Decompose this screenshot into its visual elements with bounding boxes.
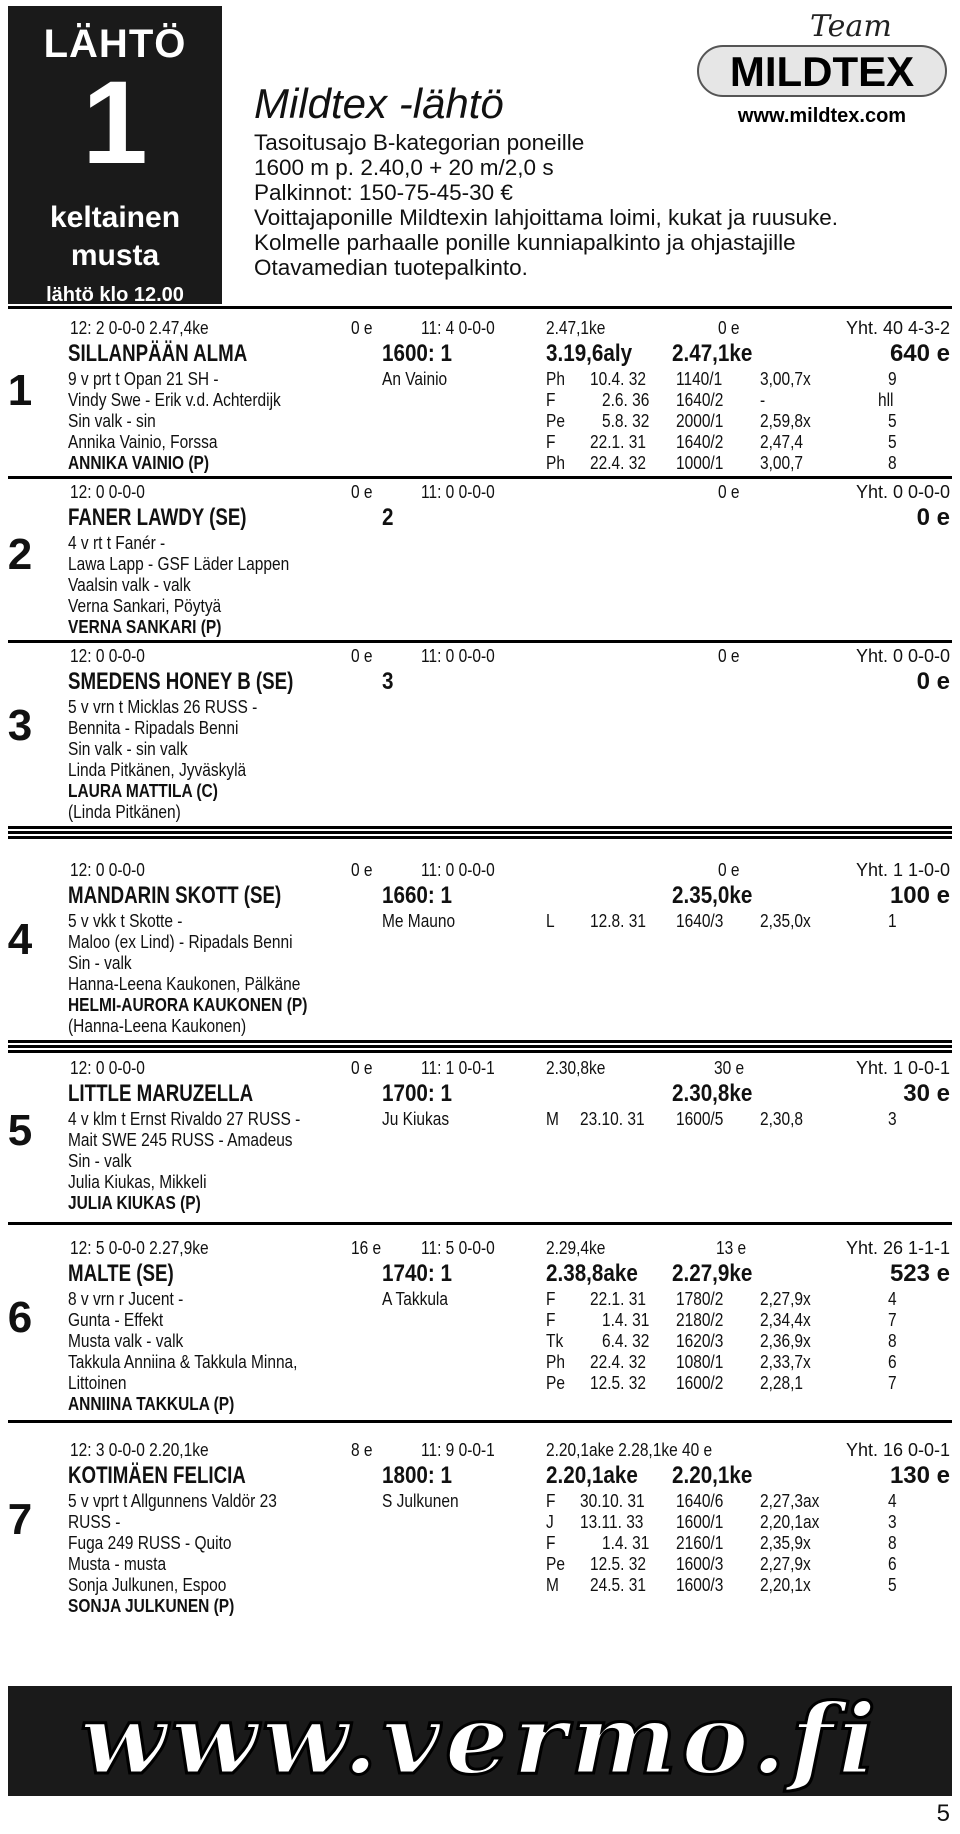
start-date: 13.11. 33 — [580, 1512, 644, 1532]
start-date: 22.1. 31 — [590, 1289, 646, 1309]
start-date: 22.4. 32 — [590, 1352, 646, 1372]
info-line: 4 v klm t Ernst Rivaldo 27 RUSS - — [68, 1109, 301, 1129]
race-conditions — [254, 130, 838, 280]
start-odds: 5 — [888, 1575, 897, 1595]
money-2012: 0 e — [351, 482, 373, 502]
handicap: 2 — [382, 504, 394, 531]
start-odds: 5 — [888, 411, 897, 431]
start-odds: 6 — [888, 1352, 897, 1372]
start-dist: 2000/1 — [676, 411, 724, 431]
start-odds: hll — [878, 390, 894, 410]
total-record: Yht. 0 0-0-0 — [855, 482, 950, 502]
start-date: 12.8. 31 — [590, 911, 646, 931]
info-line: Linda Pitkänen, Jyväskylä — [68, 760, 247, 780]
divider — [8, 1420, 952, 1423]
start-odds: 8 — [888, 1331, 897, 1351]
trainer: (Linda Pitkänen) — [68, 802, 181, 822]
start-odds: 8 — [888, 1533, 897, 1553]
start-date: 5.8. 32 — [602, 411, 650, 431]
total-record: Yht. 16 0-0-1 — [845, 1440, 950, 1460]
start-dist: 1620/3 — [676, 1331, 724, 1351]
info-line: Lawa Lapp - GSF Läder Lappen — [68, 554, 290, 574]
logo-brand: MILDTEX — [729, 48, 915, 95]
stats-2012: 12: 3 0-0-0 2.20,1ke — [70, 1440, 209, 1460]
earnings: 30 e — [903, 1080, 950, 1107]
logo-team: Team — [810, 9, 892, 44]
start-odds: 3 — [888, 1512, 897, 1532]
info-line: Verna Sankari, Pöytyä — [68, 596, 222, 616]
race-color-1: keltainen — [49, 201, 181, 234]
info-line: Musta valk - valk — [68, 1331, 184, 1351]
record-1: 3.19,6aly — [546, 340, 633, 367]
info-line: 8 v vrn r Jucent - — [68, 1289, 184, 1309]
start-track: F — [546, 390, 556, 410]
horse-name: LITTLE MARUZELLA — [68, 1080, 254, 1107]
start-odds: 4 — [888, 1289, 897, 1309]
stats-2011: 11: 1 0-0-1 — [421, 1058, 495, 1078]
info-line: Musta - musta — [68, 1554, 167, 1574]
coach: An Vainio — [382, 369, 448, 389]
start-track: Ph — [546, 453, 565, 473]
start-dist: 1600/3 — [676, 1575, 724, 1595]
best-2011: 2.30,8ke — [546, 1058, 606, 1078]
info-line: Sin valk - sin — [68, 411, 156, 431]
start-time: 2,20,1ax — [760, 1512, 820, 1532]
info-line: Fuga 249 RUSS - Quito — [68, 1533, 232, 1553]
start-time: 2,20,1x — [760, 1575, 811, 1595]
start-track: M — [546, 1109, 559, 1129]
section-divider — [8, 826, 952, 840]
driver: VERNA SANKARI (P) — [68, 617, 222, 637]
start-dist: 1600/5 — [676, 1109, 724, 1129]
earnings: 100 e — [889, 882, 950, 909]
start-time: 2,35,9x — [760, 1533, 811, 1553]
stats-2011: 11: 4 0-0-0 — [421, 318, 495, 338]
money-2011: 0 e — [718, 646, 740, 666]
start-date: 24.5. 31 — [590, 1575, 646, 1595]
start-dist: 2180/2 — [676, 1310, 724, 1330]
start-date: 1.4. 31 — [602, 1533, 650, 1553]
record-2: 2.47,1ke — [672, 340, 753, 367]
entry-1 — [0, 318, 960, 488]
best-2011: 2.29,4ke — [546, 1238, 606, 1258]
info-line: Vindy Swe - Erik v.d. Achterdijk — [68, 390, 281, 410]
money-2011: 0 e — [718, 318, 740, 338]
start-date: 10.4. 32 — [590, 369, 646, 389]
start-odds: 7 — [888, 1373, 897, 1393]
money-2012: 0 e — [351, 318, 373, 338]
start-dist: 1640/2 — [676, 390, 724, 410]
horse-name: SMEDENS HONEY B (SE) — [68, 668, 294, 695]
info-line: Sonja Julkunen, Espoo — [68, 1575, 227, 1595]
start-track: Pe — [546, 1554, 565, 1574]
handicap: 1600: 1 — [382, 340, 453, 367]
record-1: 2.20,1ake — [546, 1462, 638, 1489]
entry-4 — [0, 860, 960, 1040]
entry-6 — [0, 1238, 960, 1418]
start-date: 6.4. 32 — [602, 1331, 650, 1351]
total-record: Yht. 40 4-3-2 — [845, 318, 950, 338]
total-record: Yht. 1 0-0-1 — [855, 1058, 950, 1078]
start-track: L — [546, 911, 555, 931]
info-line: Vaalsin valk - valk — [68, 575, 191, 595]
race-color-2: musta — [70, 239, 160, 272]
earnings: 130 e — [889, 1462, 950, 1489]
start-track: M — [546, 1575, 559, 1595]
info-line: Littoinen — [68, 1373, 127, 1393]
start-date: 12.5. 32 — [590, 1554, 646, 1574]
start-dist: 1140/1 — [676, 369, 723, 389]
start-dist: 1600/3 — [676, 1554, 724, 1574]
entry-7 — [0, 1440, 960, 1620]
info-line: 5 v vrn t Micklas 26 RUSS - — [68, 697, 258, 717]
handicap: 1700: 1 — [382, 1080, 453, 1107]
driver: ANNIINA TAKKULA (P) — [68, 1394, 235, 1414]
start-track: Ph — [546, 1352, 565, 1372]
handicap: 1800: 1 — [382, 1462, 453, 1489]
info-line: Maloo (ex Lind) - Ripadals Benni — [68, 932, 293, 952]
race-number-box — [8, 6, 222, 304]
start-time: 3,00,7 — [760, 453, 804, 473]
divider — [8, 306, 952, 309]
start-date: 12.5. 32 — [590, 1373, 646, 1393]
start-track: Tk — [546, 1331, 564, 1351]
stats-2012: 12: 5 0-0-0 2.27,9ke — [70, 1238, 209, 1258]
start-time: 2,27,9x — [760, 1554, 811, 1574]
condition-line: Kolmelle parhaalle ponille kunniapalkinto ja ohjastajille — [254, 230, 796, 255]
start-time: - — [760, 390, 766, 410]
start-odds: 6 — [888, 1554, 897, 1574]
info-line: Annika Vainio, Forssa — [68, 432, 218, 452]
money-2012: 16 e — [351, 1238, 382, 1258]
info-line: 5 v vprt t Allgunnens Valdör 23 — [68, 1491, 277, 1511]
start-time: 2,33,7x — [760, 1352, 811, 1372]
start-track: J — [546, 1512, 554, 1532]
section-divider — [8, 1040, 952, 1054]
start-date: 22.4. 32 — [590, 453, 646, 473]
start-date: 22.1. 31 — [590, 432, 646, 452]
program-number: 5 — [7, 1106, 33, 1155]
race-title: Mildtex -lähtö — [254, 80, 504, 127]
earnings: 0 e — [916, 504, 950, 531]
stats-2011: 11: 0 0-0-0 — [421, 860, 495, 880]
stats-2011: 11: 0 0-0-0 — [421, 482, 495, 502]
info-line: Sin - valk — [68, 953, 132, 973]
entry-2 — [0, 482, 960, 637]
page-number: 5 — [936, 1800, 950, 1827]
condition-line: Otavamedian tuotepalkinto. — [254, 255, 528, 280]
start-time: 2,30,8 — [760, 1109, 804, 1129]
best-2011: 2.47,1ke — [546, 318, 606, 338]
handicap: 1740: 1 — [382, 1260, 453, 1287]
start-track: F — [546, 432, 556, 452]
money-2011: 0 e — [718, 860, 740, 880]
info-line: 9 v prt t Opan 21 SH - — [68, 369, 219, 389]
earnings: 523 e — [889, 1260, 950, 1287]
horse-name: FANER LAWDY (SE) — [68, 504, 247, 531]
divider — [8, 640, 952, 643]
start-dist: 1640/6 — [676, 1491, 724, 1511]
horse-name: MALTE (SE) — [68, 1260, 174, 1287]
divider — [8, 476, 952, 479]
coach: A Takkula — [382, 1289, 448, 1309]
race-number: 1 — [82, 57, 148, 189]
stats-2011: 11: 5 0-0-0 — [421, 1238, 495, 1258]
info-line: Sin valk - sin valk — [68, 739, 188, 759]
total-record: Yht. 0 0-0-0 — [855, 646, 950, 666]
start-time: 2,47,4 — [760, 432, 804, 452]
earnings: 640 e — [889, 340, 950, 367]
start-time: 2,35,0x — [760, 911, 811, 931]
program-number: 4 — [7, 915, 33, 964]
total-record: Yht. 26 1-1-1 — [845, 1238, 950, 1258]
start-date: 1.4. 31 — [602, 1310, 650, 1330]
record-2: 2.27,9ke — [672, 1260, 753, 1287]
start-dist: 1080/1 — [676, 1352, 724, 1372]
start-track: Pe — [546, 411, 565, 431]
money-2012: 0 e — [351, 860, 373, 880]
condition-line: Tasoitusajo B-kategorian poneille — [254, 130, 585, 155]
condition-line: 1600 m p. 2.40,0 + 20 m/2,0 s — [254, 155, 554, 180]
program-number: 2 — [7, 530, 33, 579]
start-dist: 1640/2 — [676, 432, 724, 452]
start-time: 2,34,4x — [760, 1310, 811, 1330]
program-number: 7 — [7, 1495, 33, 1544]
start-odds: 9 — [888, 369, 897, 389]
start-track: Pe — [546, 1373, 565, 1393]
start-time: 2,59,8x — [760, 411, 811, 431]
stats-2012: 12: 0 0-0-0 — [70, 646, 145, 666]
driver: ANNIKA VAINIO (P) — [68, 453, 210, 473]
start-dist: 2160/1 — [676, 1533, 724, 1553]
program-number: 3 — [7, 701, 33, 750]
start-track: F — [546, 1491, 556, 1511]
start-track: F — [546, 1533, 556, 1553]
race-label: LÄHTÖ — [43, 22, 187, 66]
info-line: Bennita - Ripadals Benni — [68, 718, 239, 738]
record-1: 2.38,8ake — [546, 1260, 638, 1287]
start-time: 2,27,9x — [760, 1289, 811, 1309]
record-2: 2.30,8ke — [672, 1080, 753, 1107]
info-line: Hanna-Leena Kaukonen, Pälkäne — [68, 974, 301, 994]
info-line: Sin - valk — [68, 1151, 132, 1171]
driver: JULIA KIUKAS (P) — [68, 1193, 201, 1213]
coach: S Julkunen — [382, 1491, 459, 1511]
start-time: 2,36,9x — [760, 1331, 811, 1351]
condition-line: Palkinnot: 150-75-45-30 € — [254, 180, 513, 205]
handicap: 1660: 1 — [382, 882, 453, 909]
money-2011: 13 e — [716, 1238, 747, 1258]
entry-3 — [0, 646, 960, 826]
horse-name: MANDARIN SKOTT (SE) — [68, 882, 282, 909]
start-odds: 7 — [888, 1310, 897, 1330]
stats-2012: 12: 0 0-0-0 — [70, 482, 145, 502]
stats-2012: 12: 0 0-0-0 — [70, 1058, 145, 1078]
driver: SONJA JULKUNEN (P) — [68, 1596, 235, 1616]
coach: Ju Kiukas — [382, 1109, 450, 1129]
start-date: 30.10. 31 — [580, 1491, 645, 1511]
info-line: RUSS - — [68, 1512, 121, 1532]
driver: HELMI-AURORA KAUKONEN (P) — [68, 995, 308, 1015]
stats-2011: 11: 9 0-0-1 — [421, 1440, 495, 1460]
start-dist: 1780/2 — [676, 1289, 724, 1309]
program-number: 1 — [7, 366, 33, 415]
info-line: 5 v vkk t Skotte - — [68, 911, 183, 931]
logo-url: www.mildtex.com — [737, 105, 907, 127]
driver: LAURA MATTILA (C) — [68, 781, 218, 801]
best-2011: 2.20,1ake 2.28,1ke 40 e — [546, 1440, 713, 1460]
money-2011: 30 e — [714, 1058, 745, 1078]
start-track: Ph — [546, 369, 565, 389]
start-date: 2.6. 36 — [602, 390, 650, 410]
earnings: 0 e — [916, 668, 950, 695]
divider — [8, 1222, 952, 1225]
money-2012: 0 e — [351, 646, 373, 666]
start-time: 3,00,7x — [760, 369, 811, 389]
coach: Me Mauno — [382, 911, 456, 931]
horse-name: KOTIMÄEN FELICIA — [68, 1462, 246, 1489]
vermo-link[interactable]: www.vermo.fi — [80, 1683, 881, 1796]
total-record: Yht. 1 1-0-0 — [855, 860, 950, 880]
start-odds: 4 — [888, 1491, 897, 1511]
info-line: 4 v rt t Fanér - — [68, 533, 166, 553]
horse-name: SILLANPÄÄN ALMA — [68, 340, 248, 367]
start-time: lähtö klo 12.00 — [46, 284, 184, 306]
start-odds: 8 — [888, 453, 897, 473]
start-date: 23.10. 31 — [580, 1109, 645, 1129]
stats-2012: 12: 2 0-0-0 2.47,4ke — [70, 318, 209, 338]
money-2012: 8 e — [351, 1440, 373, 1460]
money-2012: 0 e — [351, 1058, 373, 1078]
entry-5 — [0, 1058, 960, 1218]
start-time: 2,28,1 — [760, 1373, 804, 1393]
start-time: 2,27,3ax — [760, 1491, 820, 1511]
trainer: (Hanna-Leena Kaukonen) — [68, 1016, 247, 1036]
record-2: 2.20,1ke — [672, 1462, 753, 1489]
record-2: 2.35,0ke — [672, 882, 753, 909]
info-line: Gunta - Effekt — [68, 1310, 164, 1330]
start-dist: 1600/1 — [676, 1512, 724, 1532]
start-odds: 5 — [888, 432, 897, 452]
info-line: Takkula Anniina & Takkula Minna, — [68, 1352, 298, 1372]
stats-2011: 11: 0 0-0-0 — [421, 646, 495, 666]
info-line: Mait SWE 245 RUSS - Amadeus — [68, 1130, 293, 1150]
start-odds: 1 — [888, 911, 897, 931]
start-dist: 1000/1 — [676, 453, 724, 473]
start-dist: 1640/3 — [676, 911, 724, 931]
handicap: 3 — [382, 668, 394, 695]
start-odds: 3 — [888, 1109, 897, 1129]
money-2011: 0 e — [718, 482, 740, 502]
info-line: Julia Kiukas, Mikkeli — [68, 1172, 207, 1192]
mildtex-logo — [690, 6, 952, 130]
start-track: F — [546, 1310, 556, 1330]
stats-2012: 12: 0 0-0-0 — [70, 860, 145, 880]
condition-line: Voittajaponille Mildtexin lahjoittama loimi, kukat ja ruusuke. — [254, 205, 839, 230]
start-track: F — [546, 1289, 556, 1309]
start-dist: 1600/2 — [676, 1373, 724, 1393]
program-number: 6 — [7, 1293, 33, 1342]
